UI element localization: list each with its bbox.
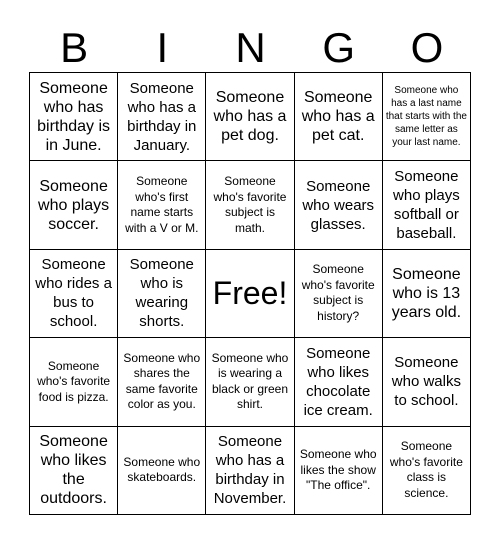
bingo-cell-text: Someone who's favorite food is pizza.	[37, 358, 111, 404]
bingo-cell-text: Someone who wears glasses.	[302, 177, 375, 233]
bingo-header	[30, 22, 471, 74]
bingo-cell-i5[interactable]	[118, 427, 206, 515]
header-letter-o: O	[410, 24, 444, 71]
bingo-cell-text: Someone who likes chocolate ice cream.	[303, 344, 373, 419]
header-letter-n: N	[235, 24, 266, 71]
bingo-cell-text: Someone who is 13 years old.	[391, 265, 462, 321]
bingo-cell-text: Someone who likes the outdoors.	[39, 433, 108, 508]
bingo-cell-text: Someone who's favorite class is science.	[389, 439, 463, 500]
bingo-cell-i4[interactable]	[118, 338, 206, 426]
bingo-cell-b5[interactable]	[30, 427, 118, 515]
bingo-cell-n1[interactable]	[206, 73, 294, 161]
bingo-cell-text: Someone who is wearing a black or green shirt.	[211, 350, 289, 412]
bingo-cell-text: Someone who skateboards.	[123, 454, 201, 485]
bingo-cell-text: Someone who rides a bus to school.	[35, 256, 112, 331]
bingo-cell-i2[interactable]	[118, 161, 206, 249]
bingo-cell-o4[interactable]	[383, 338, 471, 426]
bingo-cell-text: Someone who has a pet cat.	[301, 89, 375, 145]
header-letter-g: G	[322, 24, 356, 71]
bingo-cell-b1[interactable]	[30, 73, 118, 161]
bingo-cell-text: Someone who has a last name that starts with the same letter as your last name.	[385, 85, 467, 149]
header-letter-b: B	[60, 24, 89, 71]
bingo-cell-b3[interactable]	[30, 250, 118, 338]
bingo-cell-o1[interactable]	[383, 73, 471, 161]
bingo-cell-text: Someone who has a birthday in January.	[127, 79, 197, 154]
bingo-cell-text: Someone who's favorite subject is history?	[301, 262, 375, 323]
bingo-cell-g5[interactable]	[295, 427, 383, 515]
bingo-cell-text: Someone who's first name starts with a V or M.	[125, 174, 199, 235]
free-space-label: Free!	[212, 275, 288, 312]
bingo-cell-b2[interactable]	[30, 161, 118, 249]
bingo-cell-text: Someone who plays softball or baseball.	[393, 168, 460, 243]
bingo-cell-o3[interactable]	[383, 250, 471, 338]
bingo-cell-text: Someone who walks to school.	[391, 354, 461, 410]
bingo-cell-g1[interactable]	[295, 73, 383, 161]
bingo-cell-n4[interactable]	[206, 338, 294, 426]
bingo-cell-i1[interactable]	[118, 73, 206, 161]
bingo-board	[29, 72, 471, 515]
bingo-cell-n5[interactable]	[206, 427, 294, 515]
bingo-cell-g4[interactable]	[295, 338, 383, 426]
bingo-cell-g2[interactable]	[295, 161, 383, 249]
bingo-cell-text: Someone who has a pet dog.	[213, 89, 287, 145]
bingo-cell-text: Someone who likes the show "The office".	[299, 447, 377, 493]
bingo-cell-o2[interactable]	[383, 161, 471, 249]
bingo-cell-text: Someone who has birthday is in June.	[37, 79, 111, 154]
header-letter-i: I	[156, 24, 169, 71]
bingo-cell-text: Someone who plays soccer.	[38, 177, 110, 233]
bingo-cell-text: Someone who is wearing shorts.	[129, 256, 194, 331]
bingo-cell-text: Someone who's favorite subject is math.	[213, 174, 287, 235]
bingo-cell-n2[interactable]	[206, 161, 294, 249]
bingo-cell-g3[interactable]	[295, 250, 383, 338]
bingo-cell-i3[interactable]	[118, 250, 206, 338]
bingo-cell-free[interactable]	[206, 250, 294, 338]
bingo-cell-text: Someone who has a birthday in November.	[213, 433, 287, 508]
bingo-cell-text: Someone who shares the same favorite color as you.	[123, 350, 201, 412]
bingo-cell-b4[interactable]	[30, 338, 118, 426]
bingo-cell-o5[interactable]	[383, 427, 471, 515]
